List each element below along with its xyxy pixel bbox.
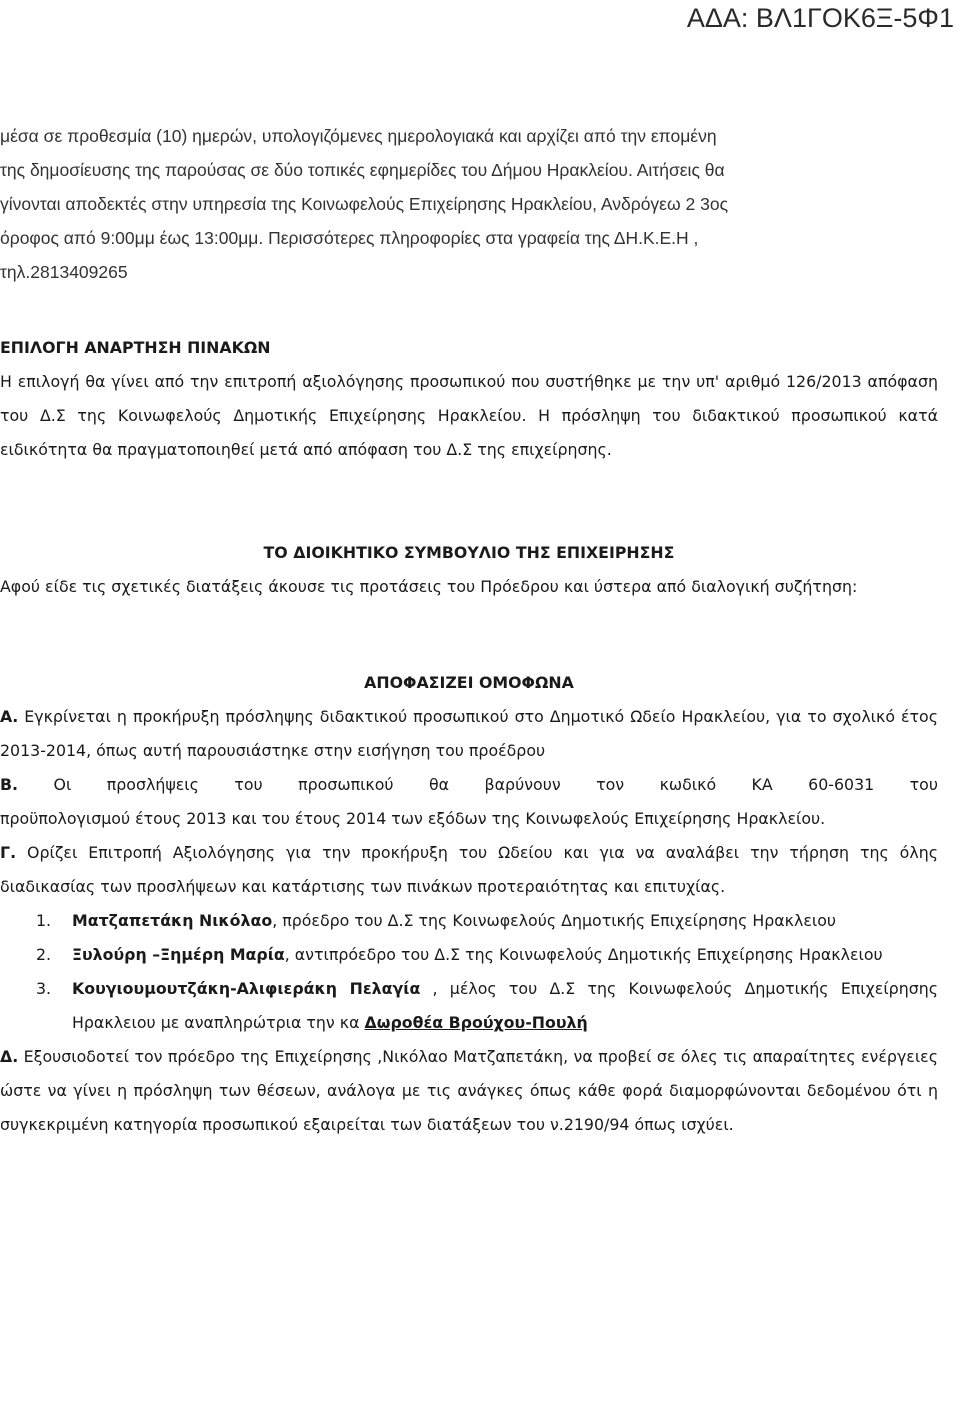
- member-role: , μέλος του Δ.Σ της Κοινωφελούς Δημοτικής Επιχείρησης Ηρακλειου με αναπληρώτρια την κα: [72, 979, 938, 1032]
- decision-a-text: Εγκρίνεται η προκήρυξη πρόσληψης διδακτικού προσωπικού στο Δημοτικό Ωδείο Ηρακλείου, για το σχολικό έτος 2013-2014, όπως αυτή παρουσιάστηκε στην εισήγηση του προέδρου: [0, 707, 938, 760]
- decision-item-c: [0, 836, 938, 904]
- intro-line: της δημοσίευσης της παρούσας σε δύο τοπικές εφημερίδες του Δήμου Ηρακλείου. Αιτήσεις θα: [0, 160, 725, 180]
- member-name: Ματζαπετάκη Νικόλαο: [72, 911, 273, 930]
- decision-b-text-rest: προϋπολογισμού έτους 2013 και του έτους 2014 των εξόδων της Κοινωφελούς Επιχείρησης Ηρακλείου.: [0, 809, 826, 828]
- board-heading: [0, 536, 938, 570]
- decision-a-label: Α.: [0, 707, 19, 726]
- decision-item-b: [0, 768, 938, 836]
- decision-heading: ΑΠΟΦΑΣΙΖΕΙ ΟΜΟΦΩΝΑ: [364, 673, 574, 692]
- board-paragraph: Αφού είδε τις σχετικές διατάξεις άκουσε τις προτάσεις του Πρόεδρου και ύστερα από διαλογική συζήτηση:: [0, 577, 858, 596]
- member-role: , αντιπρόεδρο του Δ.Σ της Κοινωφελούς Δημοτικής Επιχείρησης Ηρακλειου: [284, 945, 883, 964]
- selection-heading: ΕΠΙΛΟΓΗ ΑΝΑΡΤΗΣΗ ΠΙΝΑΚΩΝ: [0, 338, 271, 357]
- decision-b-text-end: του: [909, 775, 938, 794]
- intro-line: γίνονται αποδεκτές στην υπηρεσία της Κοινωφελούς Επιχείρησης Ηρακλείου, Ανδρόγεω 2 3ος: [0, 194, 729, 214]
- decision-b-text-start: Οι προσλήψεις του προσωπικού θα βαρύνουν τον κωδικό ΚΑ 60-6031: [53, 775, 875, 794]
- member-number: 1.: [36, 911, 52, 930]
- committee-member: [0, 972, 938, 1040]
- member-name: Κουγιουμουτζάκη-Αλιφιεράκη Πελαγία: [72, 979, 421, 998]
- decision-item-a: [0, 700, 938, 768]
- member-role: , πρόεδρο του Δ.Σ της Κοινωφελούς Δημοτικής Επιχείρησης Ηρακλειου: [272, 911, 837, 930]
- intro-paragraph: [0, 119, 938, 289]
- board-heading-text: ΤΟ ΔΙΟΙΚΗΤΙΚΟ ΣΥΜΒΟΥΛΙΟ ΤΗΣ ΕΠΙΧΕΙΡΗΣΗΣ: [263, 543, 675, 562]
- decision-b-first-line: [0, 768, 938, 802]
- member-number: 3.: [36, 979, 52, 998]
- selection-paragraph: Η επιλογή θα γίνει από την επιτροπή αξιολόγησης προσωπικού που συστήθηκε με την υπ' αριθμό 126/2013 απόφαση του Δ.Σ της Κοινωφελούς Δημοτικής Επιχείρησης Ηρακλείου. Η πρόσληψη του διδακτικού προσωπικού κατά ειδικότητα θα πραγματοποιηθεί μετά από απόφαση του Δ.Σ της επιχείρησης.: [0, 372, 938, 459]
- member-deputy-name: Δωροθέα Βρούχου-Πουλή: [364, 1013, 588, 1032]
- decision-item-d: [0, 1040, 938, 1142]
- intro-line: τηλ.2813409265: [0, 262, 128, 282]
- committee-member: [0, 904, 938, 938]
- decision-b-label: Β.: [0, 775, 19, 794]
- board-section: [0, 536, 938, 604]
- member-number: 2.: [36, 945, 52, 964]
- selection-section: [0, 331, 938, 467]
- decision-d-text: Εξουσιοδοτεί τον πρόεδρο της Επιχείρησης ,Νικόλαο Ματζαπετάκη, να προβεί σε όλες τις απαραίτητες ενέργειες ώστε να γίνει η πρόσληψη των θέσεων, ανάλογα με τις ανάγκες όπως κάθε φορά διαμορφώνονται δεδομένου ότι η συγκεκριμένη κατηγορία προσωπικού εξαιρείται των διατάξεων του ν.2190/94 όπως ισχύει.: [0, 1047, 938, 1134]
- decision-section: [0, 666, 938, 1142]
- member-name: Ξυλούρη –Ξημέρη Μαρία: [72, 945, 285, 964]
- ada-code: ΑΔΑ: ΒΛ1ΓΟΚ6Ξ-5Φ1: [686, 3, 954, 33]
- decision-c-label: Γ.: [0, 843, 17, 862]
- intro-line: μέσα σε προθεσμία (10) ημερών, υπολογιζόμενες ημερολογιακά και αρχίζει από την επομένη: [0, 126, 717, 146]
- committee-member: [0, 938, 938, 972]
- decision-d-label: Δ.: [0, 1047, 19, 1066]
- decision-c-text: Ορίζει Επιτροπή Αξιολόγησης για την προκήρυξη του Ωδείου και για να αναλάβει την τήρηση της όλης διαδικασίας των προσλήψεων και κατάρτισης των πινάκων προτεραιότητας και επιτυχίας.: [0, 843, 938, 896]
- intro-line: όροφος από 9:00μμ έως 13:00μμ. Περισσότερες πληροφορίες στα γραφεία της ΔΗ.Κ.Ε.Η ,: [0, 228, 699, 248]
